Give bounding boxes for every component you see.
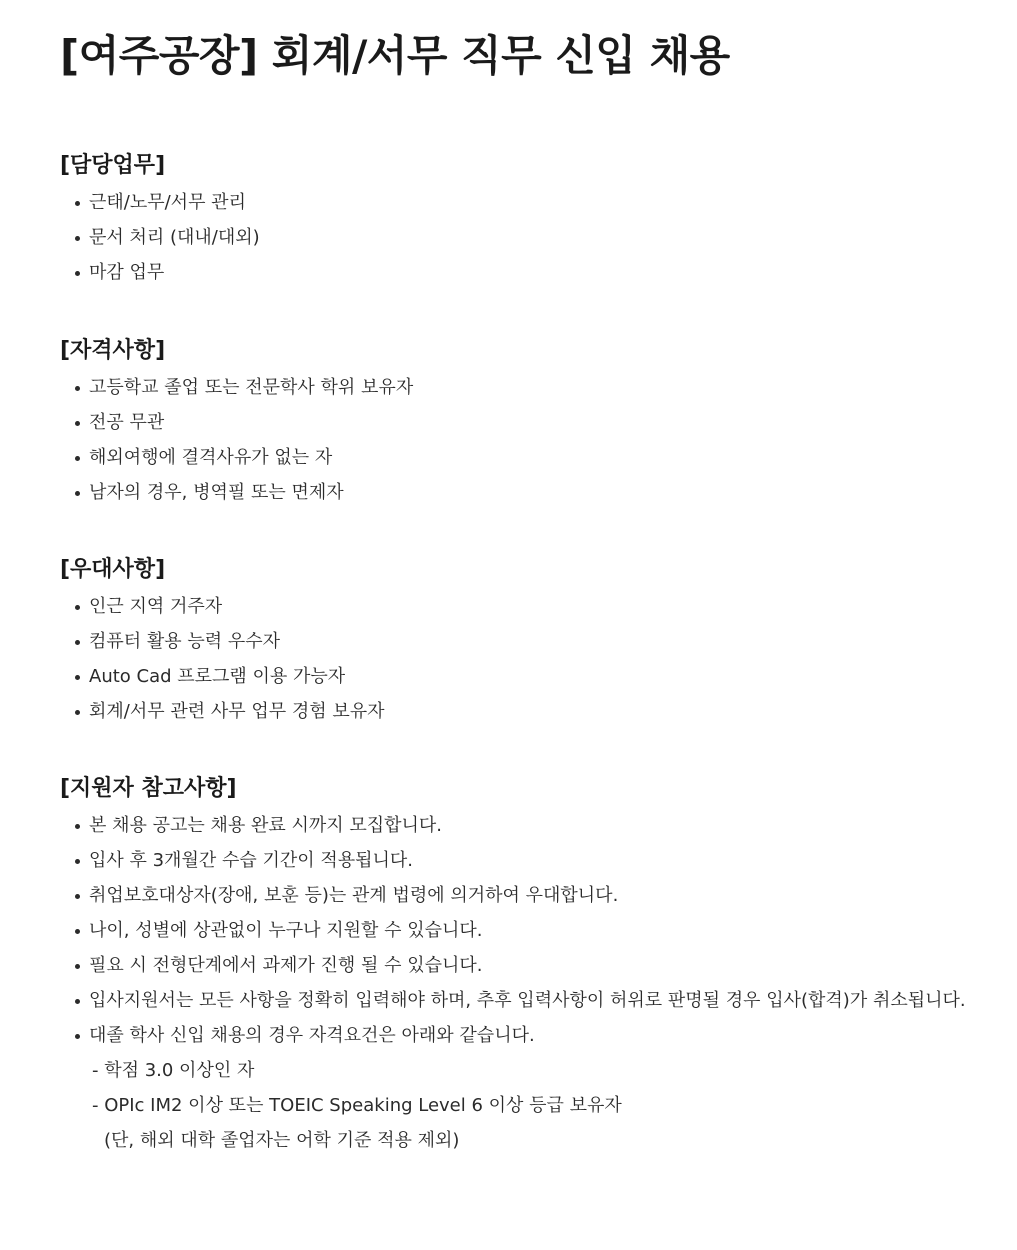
page-title: [여주공장] 회계/서무 직무 신입 채용 bbox=[60, 31, 730, 80]
list-item: 해외여행에 결격사유가 없는 자 bbox=[60, 440, 413, 475]
list-item: 컴퓨터 활용 능력 우수자 bbox=[60, 624, 385, 659]
section-heading-qualifications: [자격사항] bbox=[60, 338, 166, 363]
list-item: 취업보호대상자(장애, 보훈 등)는 관계 법령에 의거하여 우대합니다. bbox=[60, 878, 966, 913]
sub-list-item: - 학점 3.0 이상인 자 bbox=[92, 1060, 255, 1081]
section-heading-applicant-notes: [지원자 참고사항] bbox=[60, 776, 237, 801]
list-item: 대졸 학사 신입 채용의 경우 자격요건은 아래와 같습니다. bbox=[60, 1018, 966, 1053]
list-item: 입사 후 3개월간 수습 기간이 적용됩니다. bbox=[60, 843, 966, 878]
list-item: 입사지원서는 모든 사항을 정확히 입력해야 하며, 추후 입력사항이 허위로 판명될 경우 입사(합격)가 취소됩니다. bbox=[60, 983, 966, 1018]
list-item: 나이, 성별에 상관없이 누구나 지원할 수 있습니다. bbox=[60, 913, 966, 948]
list-item: 마감 업무 bbox=[60, 255, 260, 290]
section-applicant-notes bbox=[60, 774, 966, 1158]
list-item: 인근 지역 거주자 bbox=[60, 589, 385, 624]
list-item: 남자의 경우, 병역필 또는 면제자 bbox=[60, 475, 413, 510]
list-item: 고등학교 졸업 또는 전문학사 학위 보유자 bbox=[60, 370, 413, 405]
list-item: 회계/서무 관련 사무 업무 경험 보유자 bbox=[60, 694, 385, 729]
list-item: Auto Cad 프로그램 이용 가능자 bbox=[60, 659, 385, 694]
qualifications-list bbox=[60, 370, 413, 510]
duties-list bbox=[60, 185, 260, 290]
section-heading-preferences: [우대사항] bbox=[60, 557, 166, 582]
list-item: 본 채용 공고는 채용 완료 시까지 모집합니다. bbox=[60, 808, 966, 843]
section-preferences bbox=[60, 555, 385, 729]
degree-requirements-list bbox=[60, 1053, 966, 1123]
list-item: 근태/노무/서무 관리 bbox=[60, 185, 260, 220]
list-item: 문서 처리 (대내/대외) bbox=[60, 220, 260, 255]
list-item: 필요 시 전형단계에서 과제가 진행 될 수 있습니다. bbox=[60, 948, 966, 983]
section-heading-duties: [담당업무] bbox=[60, 153, 166, 178]
exemption-note: (단, 해외 대학 졸업자는 어학 기준 적용 제외) bbox=[104, 1130, 460, 1151]
section-duties bbox=[60, 151, 260, 290]
preferences-list bbox=[60, 589, 385, 729]
sub-list-item: - OPIc IM2 이상 또는 TOEIC Speaking Level 6 이상 등급 보유자 bbox=[92, 1095, 622, 1116]
section-qualifications bbox=[60, 336, 413, 510]
applicant-notes-list bbox=[60, 808, 966, 1053]
list-item: 전공 무관 bbox=[60, 405, 413, 440]
